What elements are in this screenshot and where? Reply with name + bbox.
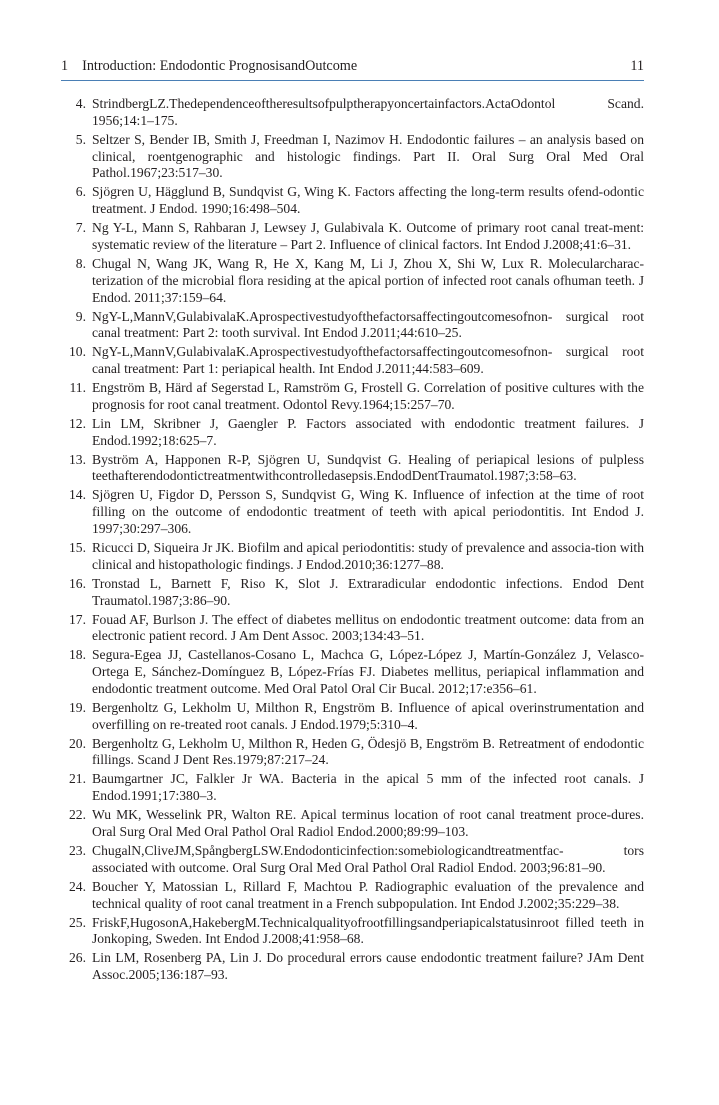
reference-text: StrindbergLZ.Thedependenceoftheresultsofpulptherapyoncertainfactors.ActaOdontol Scand. 1956;14:1–175. bbox=[92, 96, 644, 128]
reference-text: Engström B, Härd af Segerstad L, Ramström G, Frostell G. Correlation of positive cultures with the prognosis for root canal treatment. Odontol Revy.1964;15:257–70. bbox=[92, 380, 644, 412]
reference-text: FriskF,HugosonA,HakebergM.Technicalqualityofrootfillingsandperiapicalstatusinroot filled teeth in Jonkoping, Sweden. Int Endod J.2008;41:958–68. bbox=[92, 914, 644, 947]
reference-item bbox=[62, 256, 644, 306]
reference-number: 16. bbox=[69, 575, 86, 591]
reference-item bbox=[62, 132, 644, 182]
running-header bbox=[61, 57, 644, 75]
reference-text: Bergenholtz G, Lekholm U, Milthon R, Engström B. Influence of apical overinstrumentation and overfilling on re-treated root canals. J Endod.1979;5:310–4. bbox=[92, 699, 644, 732]
reference-number: 9. bbox=[75, 308, 86, 324]
reference-text: Baumgartner JC, Falkler Jr WA. Bacteria in the apical 5 mm of the infected root canals. J Endod.1991;17:380–3. bbox=[92, 771, 644, 804]
reference-number: 24. bbox=[69, 878, 86, 894]
reference-text: Lin LM, Skribner J, Gaengler P. Factors associated with endodontic treatment failures. J Endod.1992;18:625–7. bbox=[92, 415, 644, 448]
reference-text: Fouad AF, Burlson J. The effect of diabetes mellitus on endodontic treatment outcome: data from an electronic patient record. J Am Dent Assoc. 2003;134:43–51. bbox=[92, 611, 644, 644]
reference-item bbox=[62, 220, 644, 254]
chapter-number: 1 bbox=[61, 58, 69, 74]
reference-item bbox=[62, 807, 644, 841]
reference-text: Segura-Egea JJ, Castellanos-Cosano L, Machca G, López-López J, Martín-González J, Velasco-Ortega E, Sánchez-Domínguez B, López-Frías FJ. Diabetes mellitus, periapical inflammation and endodontic treatment outcome. Med Oral Patol Oral Cir Bucal. 2012;17:e356–61. bbox=[92, 647, 644, 696]
reference-item bbox=[62, 96, 644, 130]
reference-text: Seltzer S, Bender IB, Smith J, Freedman I, Nazimov H. Endodontic failures – an analysis based on clinical, roentgenographic and histologic findings. Part II. Oral Surg Oral Med Oral Pathol.1967;23:517–30. bbox=[92, 131, 644, 181]
reference-number: 19. bbox=[69, 699, 86, 715]
chapter-title: Introduction: Endodontic PrognosisandOutcome bbox=[82, 58, 358, 74]
reference-item bbox=[62, 879, 644, 913]
reference-item bbox=[62, 915, 644, 949]
reference-item bbox=[62, 416, 644, 450]
reference-text: NgY-L,MannV,GulabivalaK.Aprospectivestudyofthefactorsaffectingoutcomesofnon- surgical root canal treatment: Part 2: tooth survival. Int Endod J.2011;44:610–25. bbox=[92, 308, 644, 341]
reference-number: 15. bbox=[69, 539, 86, 555]
reference-item bbox=[62, 700, 644, 734]
reference-number: 22. bbox=[69, 807, 86, 823]
reference-item bbox=[62, 647, 644, 697]
reference-number: 25. bbox=[69, 914, 86, 930]
reference-number: 20. bbox=[69, 735, 86, 751]
reference-item bbox=[62, 771, 644, 805]
reference-item bbox=[62, 487, 644, 537]
reference-number: 11. bbox=[69, 380, 86, 396]
page-number: 11 bbox=[630, 58, 644, 74]
reference-text: ChugalN,CliveJM,SpångbergLSW.Endodonticinfection:somebiologicandtreatmentfac- tors associated with outcome. Oral Surg Oral Med Oral Pathol Oral Radiol Endod. 2003;96:81–90. bbox=[92, 843, 644, 875]
reference-item bbox=[62, 380, 644, 414]
reference-number: 4. bbox=[75, 96, 86, 111]
reference-number: 6. bbox=[75, 184, 86, 200]
reference-item bbox=[62, 344, 644, 378]
reference-item bbox=[62, 576, 644, 610]
reference-text: NgY-L,MannV,GulabivalaK.Aprospectivestudyofthefactorsaffectingoutcomesofnon- surgical root canal treatment: Part 1: periapical health. Int Endod J.2011;44:583–609. bbox=[92, 344, 644, 377]
reference-number: 8. bbox=[75, 255, 86, 271]
reference-text: Tronstad L, Barnett F, Riso K, Slot J. Extraradicular endodontic infections. Endod Dent Traumatol.1987;3:86–90. bbox=[92, 575, 644, 608]
reference-number: 18. bbox=[69, 647, 86, 663]
reference-item bbox=[62, 452, 644, 486]
reference-text: Wu MK, Wesselink PR, Walton RE. Apical terminus location of root canal treatment proce-dures. Oral Surg Oral Med Oral Pathol Oral Radiol Endod.2000;89:99–103. bbox=[92, 807, 644, 840]
reference-text: Ng Y-L, Mann S, Rahbaran J, Lewsey J, Gulabivala K. Outcome of primary root canal treat-ment: systematic review of the literature – Part 2. Influence of clinical factors. Int Endod J.2008;41:6–31. bbox=[92, 220, 644, 252]
reference-text: Ricucci D, Siqueira Jr JK. Biofilm and apical periodontitis: study of prevalence and associa-tion with clinical and histopathologic findings. J Endod.2010;36:1277–88. bbox=[92, 539, 644, 572]
reference-number: 12. bbox=[69, 415, 86, 431]
reference-text: Boucher Y, Matossian L, Rillard F, Machtou P. Radiographic evaluation of the prevalence and technical quality of root canal treatment in a French subpopulation. Int Endod J.2002;35:229–38. bbox=[92, 878, 644, 911]
reference-text: Byström A, Happonen R-P, Sjögren U, Sundqvist G. Healing of periapical lesions of pulpless teethafterendodontictreatmentwithcontrolledasepsis.EndodDentTraumatol.1987;3:58–63. bbox=[92, 451, 644, 484]
reference-list bbox=[62, 96, 644, 986]
reference-item bbox=[62, 736, 644, 770]
reference-item bbox=[62, 540, 644, 574]
reference-number: 13. bbox=[69, 451, 86, 467]
reference-number: 21. bbox=[69, 771, 86, 787]
reference-text: Lin LM, Rosenberg PA, Lin J. Do procedural errors cause endodontic treatment failure? JAm Dent Assoc.2005;136:187–93. bbox=[92, 950, 644, 983]
reference-number: 10. bbox=[69, 344, 86, 360]
reference-number: 23. bbox=[69, 843, 86, 859]
reference-text: Sjögren U, Figdor D, Persson S, Sundqvist G, Wing K. Influence of infection at the time of root filling on the outcome of endodontic treatment of teeth with apical periodontitis. Int Endod J. 1997;30:297–306. bbox=[92, 487, 644, 536]
header-rule bbox=[61, 80, 644, 81]
reference-item bbox=[62, 184, 644, 218]
reference-item bbox=[62, 309, 644, 343]
reference-number: 5. bbox=[75, 131, 86, 147]
reference-number: 26. bbox=[69, 950, 86, 966]
reference-item bbox=[62, 950, 644, 984]
reference-item bbox=[62, 612, 644, 646]
chapter-heading bbox=[61, 57, 357, 75]
reference-number: 7. bbox=[75, 220, 86, 236]
reference-item bbox=[62, 843, 644, 877]
reference-number: 14. bbox=[69, 487, 86, 503]
reference-number: 17. bbox=[69, 611, 86, 627]
reference-text: Bergenholtz G, Lekholm U, Milthon R, Heden G, Ödesjö B, Engström B. Retreatment of endodontic fillings. Scand J Dent Res.1979;87:217–24. bbox=[92, 735, 644, 768]
reference-text: Sjögren U, Hägglund B, Sundqvist G, Wing K. Factors affecting the long-term results ofend-odontic treatment. J Endod. 1990;16:498–504. bbox=[92, 184, 644, 217]
reference-text: Chugal N, Wang JK, Wang R, He X, Kang M, Li J, Zhou X, Shi W, Lux R. Molecularcharac-terization of the microbial flora residing at the apical portion of infected root canals ofhuman teeth. J Endod. 2011;37:159–64. bbox=[92, 255, 644, 305]
